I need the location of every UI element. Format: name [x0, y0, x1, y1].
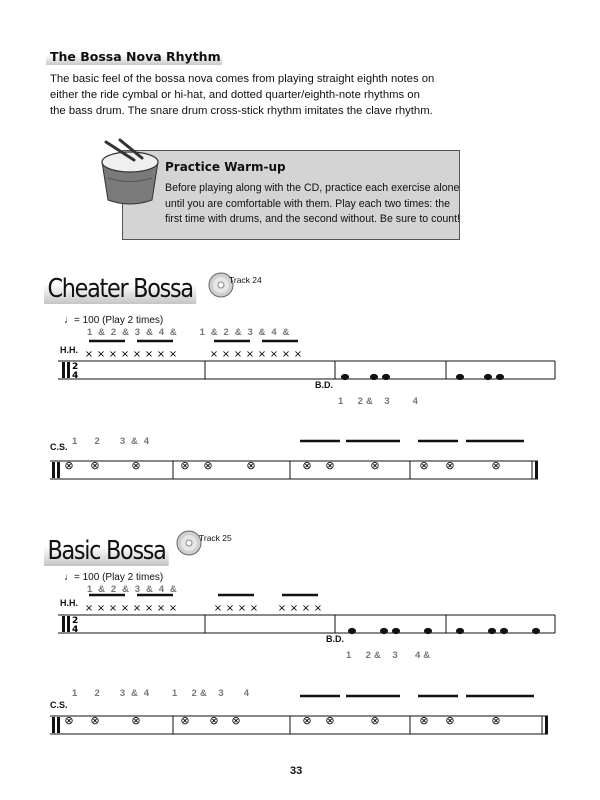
- svg-text:⊗: ⊗: [64, 459, 74, 472]
- svg-text:×: ×: [168, 603, 178, 614]
- svg-text:⊗: ⊗: [325, 714, 335, 727]
- svg-text:×: ×: [168, 349, 178, 360]
- intro-line: The basic feel of the bossa nova comes from playing straight eighth notes on: [50, 73, 435, 85]
- svg-text:⊗: ⊗: [370, 459, 380, 472]
- page-number: 33: [290, 765, 303, 777]
- svg-text:×: ×: [144, 349, 154, 360]
- cs-label: C.S.: [50, 442, 68, 452]
- section-title: The Bossa Nova Rhythm: [46, 48, 222, 65]
- hh-label: H.H.: [60, 598, 78, 608]
- svg-text:×: ×: [96, 603, 106, 614]
- svg-text:⊗: ⊗: [370, 714, 380, 727]
- svg-text:4: 4: [72, 371, 79, 381]
- drum-staff: [0, 455, 600, 495]
- svg-text:×: ×: [213, 603, 223, 614]
- svg-text:⊗: ⊗: [203, 459, 213, 472]
- svg-text:×: ×: [281, 349, 291, 360]
- svg-text:×: ×: [132, 349, 142, 360]
- hihat-notes: [85, 349, 302, 360]
- svg-text:⊗: ⊗: [231, 714, 241, 727]
- count-line: 1 & 2 & 3 & 4 &: [87, 584, 177, 595]
- intro-line: either the ride cymbal or hi-hat, and dotted quarter/eighth-note rhythms on: [50, 89, 420, 101]
- svg-text:×: ×: [209, 349, 219, 360]
- svg-text:×: ×: [313, 603, 323, 614]
- hihat-notes: [85, 603, 322, 614]
- groove-title: Basic Bossa: [44, 536, 169, 566]
- svg-text:×: ×: [96, 349, 106, 360]
- svg-text:×: ×: [144, 603, 154, 614]
- svg-text:⊗: ⊗: [180, 459, 190, 472]
- svg-text:×: ×: [84, 603, 94, 614]
- svg-text:⊗: ⊗: [90, 459, 100, 472]
- svg-text:×: ×: [293, 349, 303, 360]
- svg-text:×: ×: [257, 349, 267, 360]
- svg-text:×: ×: [132, 603, 142, 614]
- warmup-text: [165, 181, 461, 228]
- svg-text:×: ×: [249, 603, 259, 614]
- svg-text:2: 2: [72, 362, 79, 372]
- svg-text:⊗: ⊗: [491, 459, 501, 472]
- quarter-note-icon: ♩: [64, 315, 74, 326]
- svg-text:×: ×: [225, 603, 235, 614]
- warmup-line: until you are comfortable with them. Play each two times: the: [165, 197, 450, 210]
- svg-text:⊗: ⊗: [302, 459, 312, 472]
- svg-text:×: ×: [289, 603, 299, 614]
- svg-text:×: ×: [84, 349, 94, 360]
- intro-paragraph: [50, 71, 560, 119]
- svg-text:⊗: ⊗: [419, 714, 429, 727]
- svg-text:×: ×: [269, 349, 279, 360]
- svg-text:×: ×: [108, 349, 118, 360]
- svg-text:⊗: ⊗: [209, 714, 219, 727]
- groove-title: Cheater Bossa: [44, 274, 196, 304]
- tempo-text: = 100 (Play 2 times): [74, 572, 164, 583]
- count-line: 1 2 & 3 4: [338, 396, 419, 407]
- track-label: Track 24: [229, 275, 262, 285]
- warmup-line: first time with drums, and the second without. Be sure to count!: [165, 213, 461, 225]
- drum-and-sticks-icon: [98, 138, 162, 206]
- track-label: Track 25: [199, 533, 232, 543]
- svg-text:⊗: ⊗: [302, 714, 312, 727]
- svg-text:2: 2: [72, 616, 79, 626]
- svg-text:×: ×: [221, 349, 231, 360]
- svg-text:×: ×: [156, 603, 166, 614]
- cs-label: C.S.: [50, 700, 68, 710]
- svg-text:×: ×: [120, 603, 130, 614]
- tempo-marking: [64, 572, 163, 583]
- svg-text:4: 4: [72, 625, 79, 635]
- svg-text:×: ×: [245, 349, 255, 360]
- svg-text:⊗: ⊗: [246, 459, 256, 472]
- intro-line: the bass drum. The snare drum cross-stick rhythm imitates the clave rhythm.: [50, 105, 433, 117]
- count-line: 1 2 3 & 4 1 2 & 3 4: [72, 688, 250, 699]
- svg-text:×: ×: [120, 349, 130, 360]
- bd-label: B.D.: [326, 634, 344, 644]
- svg-text:⊗: ⊗: [131, 714, 141, 727]
- svg-text:×: ×: [108, 603, 118, 614]
- drum-staff: [0, 710, 600, 750]
- svg-text:×: ×: [156, 349, 166, 360]
- svg-text:×: ×: [277, 603, 287, 614]
- svg-text:⊗: ⊗: [419, 459, 429, 472]
- count-line: 1 2 & 3 4 &: [346, 650, 431, 661]
- warmup-title: Practice Warm-up: [165, 160, 286, 174]
- svg-text:⊗: ⊗: [64, 714, 74, 727]
- svg-text:⊗: ⊗: [491, 714, 501, 727]
- svg-text:⊗: ⊗: [325, 459, 335, 472]
- warmup-line: Before playing along with the CD, practice each exercise alone: [165, 182, 460, 194]
- svg-text:⊗: ⊗: [180, 714, 190, 727]
- count-line: 1 & 2 & 3 & 4 & 1 & 2 & 3 & 4 &: [87, 327, 290, 338]
- svg-text:⊗: ⊗: [445, 459, 455, 472]
- tempo-text: = 100 (Play 2 times): [74, 315, 164, 326]
- quarter-note-icon: ♩: [64, 572, 74, 583]
- count-line: 1 2 3 & 4: [72, 436, 150, 447]
- svg-text:⊗: ⊗: [90, 714, 100, 727]
- svg-text:×: ×: [301, 603, 311, 614]
- svg-text:⊗: ⊗: [445, 714, 455, 727]
- hh-label: H.H.: [60, 345, 78, 355]
- bd-label: B.D.: [315, 380, 333, 390]
- svg-text:⊗: ⊗: [131, 459, 141, 472]
- tempo-marking: [64, 315, 163, 326]
- svg-text:×: ×: [233, 349, 243, 360]
- svg-text:×: ×: [237, 603, 247, 614]
